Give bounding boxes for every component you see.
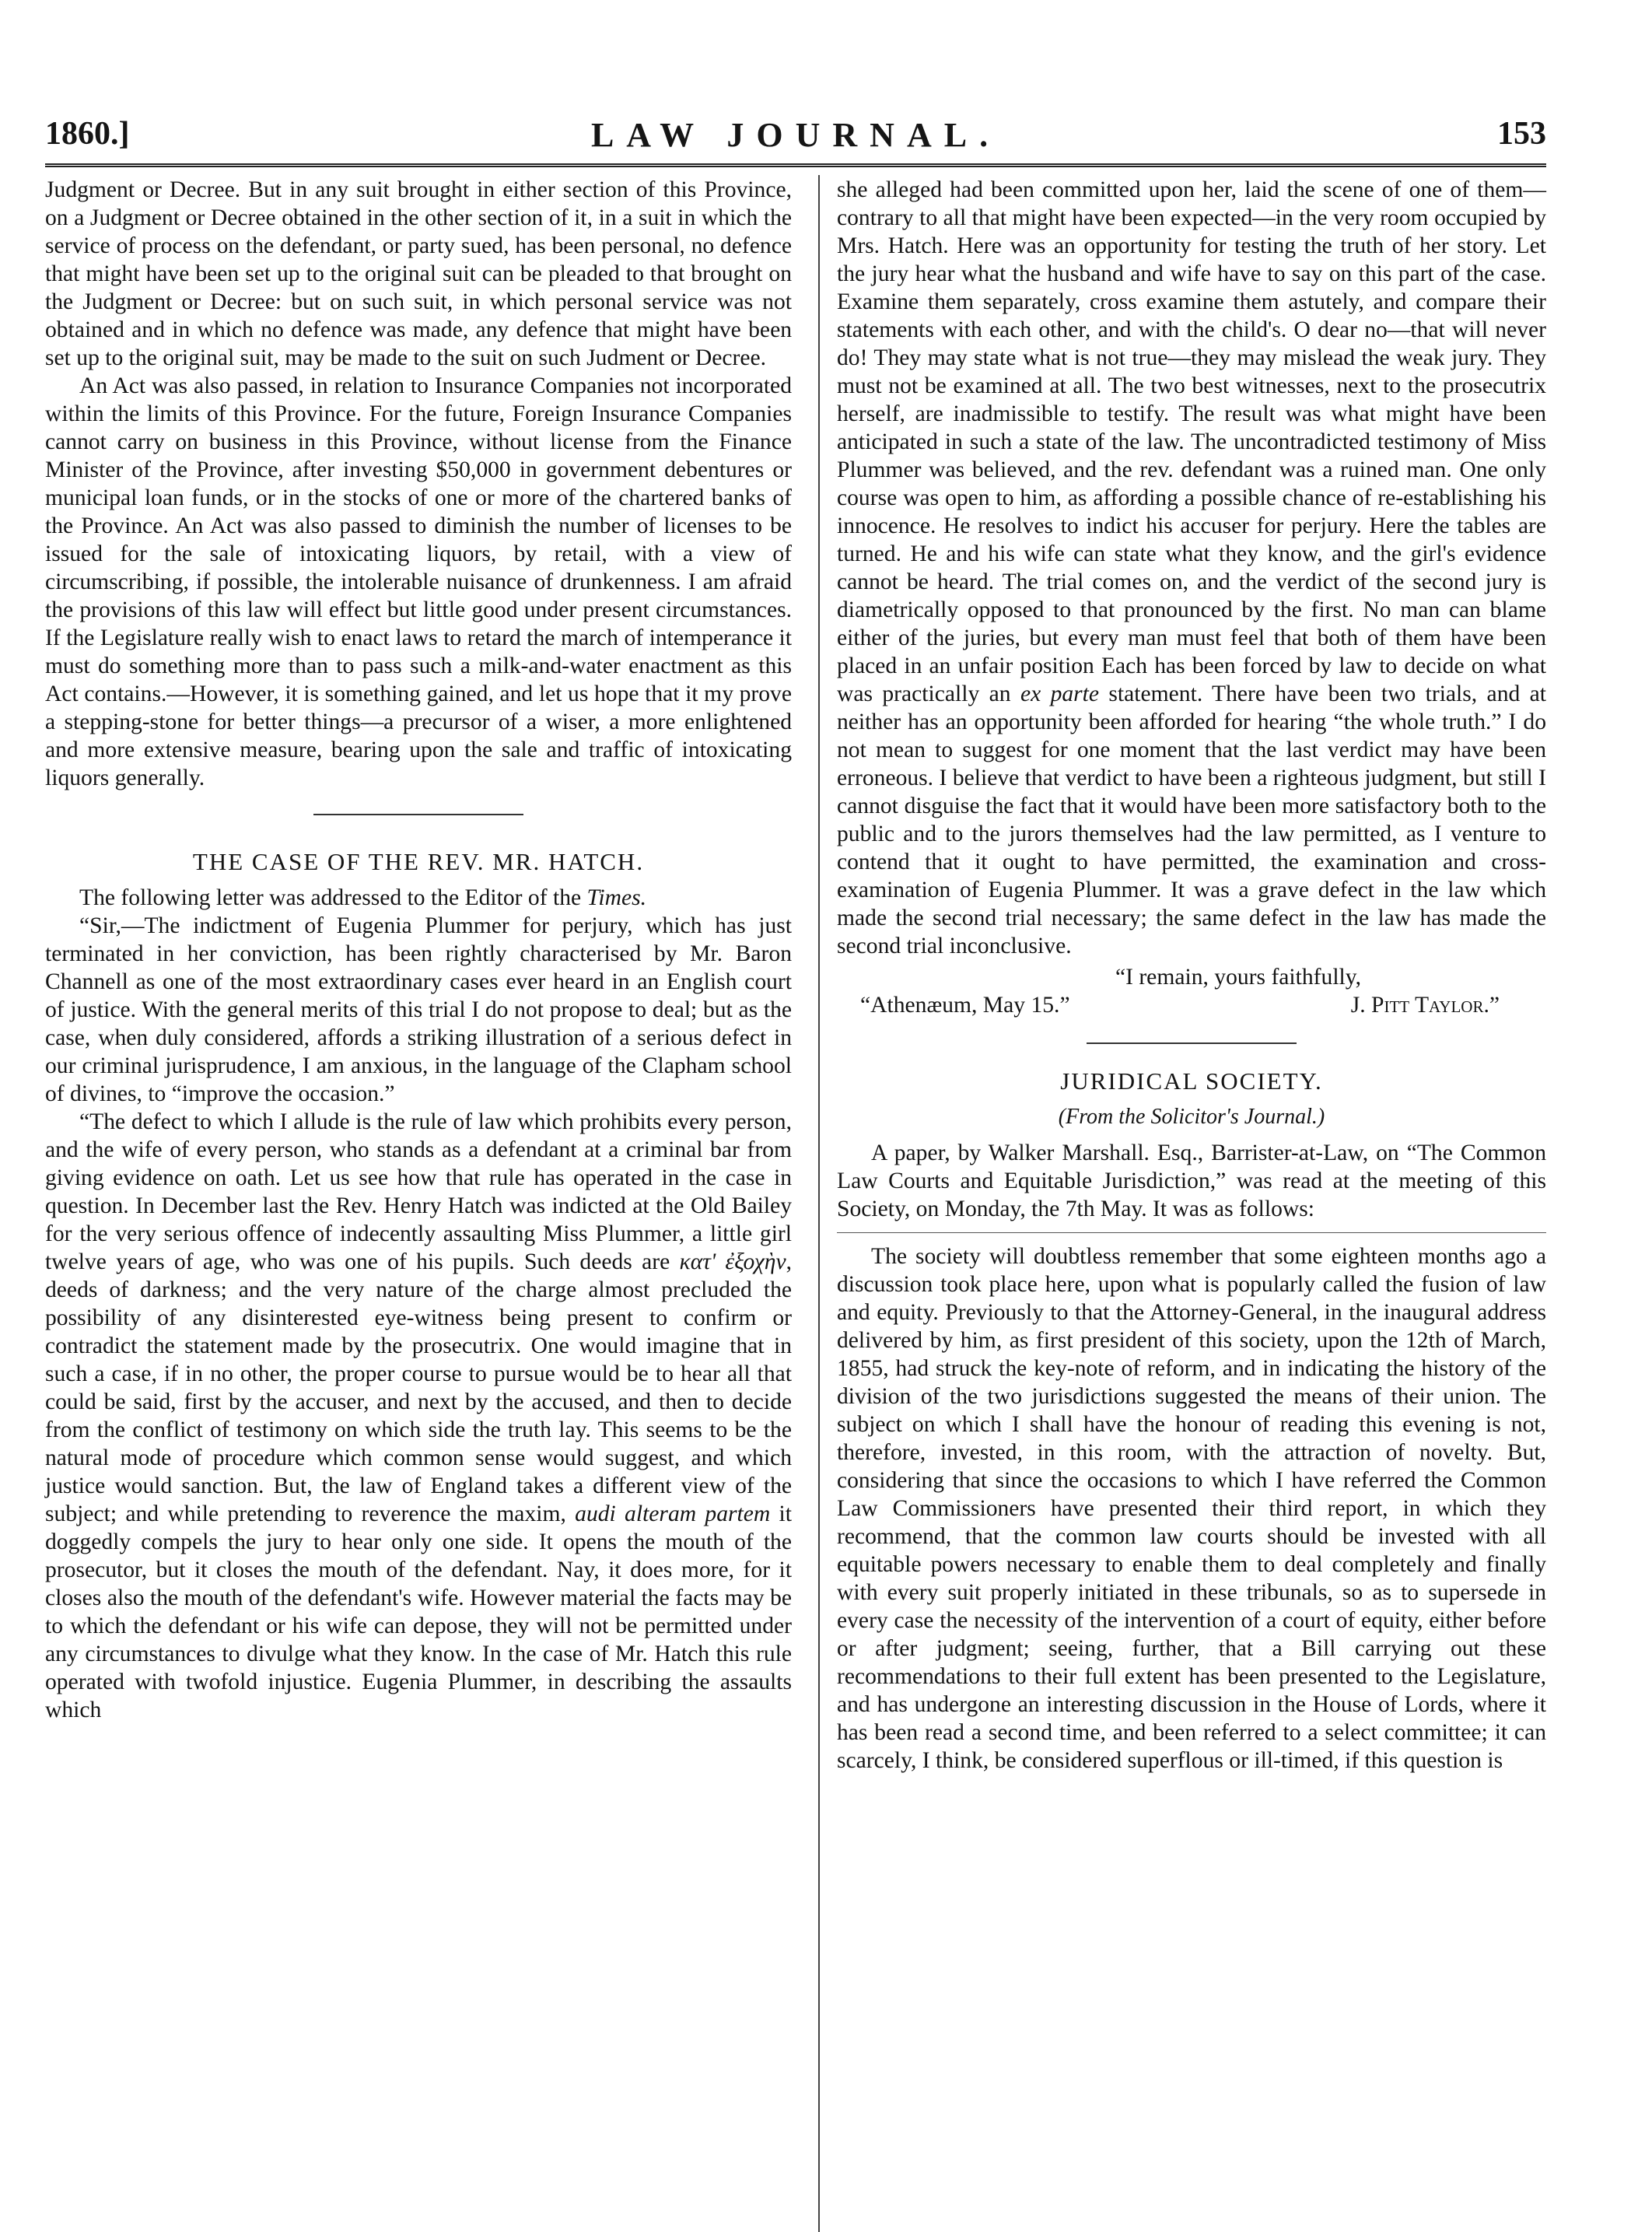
signature: J. Pitt Taylor.” [1350, 993, 1500, 1018]
left-column [45, 176, 792, 1724]
right-column [837, 176, 1546, 1775]
page-header [45, 110, 1546, 170]
place-date: “Athenæum, May 15.” [860, 993, 1070, 1018]
section-separator [313, 814, 523, 815]
section-source: (From the Solicitor's Journal.) [1058, 1105, 1325, 1129]
journal-title: LAW JOURNAL. [590, 116, 1001, 154]
section-title-hatch: THE CASE OF THE REV. MR. HATCH. [192, 848, 645, 875]
letter-text: she alleged had been committed upon her, laid the scene of one of them—contrary to all that might have been expected—in the very room occupied by Mrs. Hatch. Here was an opportunity for testing the truth of her story. Let the jury hear what the husband and wife have to say on this part of the case. Examine them separately, cross examine them astutely, and compare their statements with each other, and with the child's. O dear no—that will never do! They may state what is not true—they may mislead the weak jury. They must not be examined at all. The two best witnesses, next to the prosecutrix herself, are inadmissible to testify. The result was what might have been anticipated in such a state of the law. The uncontradicted testimony of Miss Plummer was believed, and the rev. defendant was a ruined man. One only course was open to him, as affording a possible chance of re-establishing his innocence. He resolves to indict his accuser for perjury. Here the tables are turned. He and his wife can state what they know, and the girl's evidence cannot be heard. The trial comes on, and the verdict of the second jury is diametrically opposed to that pronounced by the first. No man can blame either of the juries, but every man must feel that both of them have been placed in an unfair position Each has been forced by law to decide on what was practically an [837, 177, 1546, 706]
letter-text: “The defect to which I allude is the rule of law which prohibits every person, and the wife of every person, who stands as a defendant at a criminal bar from giving evidence on oath. Let us see how that rule has operated in the case in question. In December last the Rev. Henry Hatch was indicted at the Old Bailey for the very serious offence of indecently assaulting Miss Plummer, a little girl twelve years of age, who was one of his pupils. Such deeds are [45, 1109, 792, 1274]
article-paragraph: Judgment or Decree. But in any suit brought in either section of this Province, on a Judgment or Decree obtained in the other section of it, in a suit in which the service of process on the defendant, or party sued, has been personal, no defence that might have been set up to the original suit can be pleaded to that brought on the Judgment or Decree: but on such suit, in which personal service was not obtained and in which no defence was made, any defence that might have been set up to the original suit, may be made to the suit on such Judment or Decree. [45, 177, 792, 370]
letter-text: statement. There have been two trials, and at neither has an opportunity been afforded for hearing “the whole truth.” I do not mean to suggest for one moment that the last verdict may have been erroneous. I believe that verdict to have been a righteous judgment, but still I cannot disguise the fact that it would have been more satisfactory both to the public and to the jurors themselves had the law permitted, as I venture to contend that it ought to have permitted, the examination and cross-examination of Eugenia Plummer. It was a grave defect in the law which made the second trial necessary; the same defect in the law has made the second trial inconclusive. [837, 682, 1547, 958]
latin-maxim: audi alteram partem [575, 1501, 771, 1526]
article-paragraph: The society will doubtless remember that some eighteen months ago a discussion took place here, upon what is popularly called the fusion of law and equity. Previously to that the Attorney-General, in the inaugural address delivered by him, as first president of this society, upon the 12th of March, 1855, had struck the key-note of reform, and in indicating the history of the division of the two jurisdictions suggested the means of their union. The subject on which I shall have the honour of reading this evening is not, therefore, invested, in this room, with the attraction of novelty. But, considering that since the occasions to which I have referred the Common Law Commissioners have presented their third report, in which they recommend, that the common law courts should be invested with all equitable powers necessary to enable them to deal completely and finally with every suit properly initiated in these tribunals, so as to supersede in every case the necessity of the intervention of a court of equity, either before or after judgment; seeing, further, that a Bill carrying out these recommendations to their full extent has been presented to the Legislature, and has undergone an interesting discussion in the House of Lords, where it has been read a second time, and been referred to a select committee; it can scarcely, I think, be considered superflous or ill-timed, if this question is [837, 1244, 1546, 1773]
letter-intro [45, 884, 792, 912]
section-title-juridical: JURIDICAL SOCIETY. [1060, 1067, 1323, 1095]
article-paragraph: A paper, by Walker Marshall. Esq., Barrister-at-Law, on “The Common Law Courts and Equitable Jurisdiction,” was read at the meeting of this Society, on Monday, the 7th May. It was as follows: [837, 1141, 1546, 1221]
paragraph-rule [837, 1232, 1546, 1233]
column-divider [818, 175, 820, 2232]
letter-paragraph [45, 1108, 792, 1724]
greek-phrase: κατ' ἐξοχὴν [679, 1249, 786, 1274]
letter-paragraph: “Sir,—The indictment of Eugenia Plummer for perjury, which has just terminated in her conviction, has been rightly characterised by Mr. Baron Channell as one of the most extraordinary cases ever heard in an English court of justice. With the general merits of this trial I do not propose to deal; but as the case, when duly considered, affords a striking illustration of a serious defect in our criminal jurisprudence, I am anxious, in the language of the Clapham school of divines, to “improve the occasion.” [45, 913, 792, 1106]
article-paragraph: An Act was also passed, in relation to Insurance Companies not incorporated within the limits of this Province. For the future, Foreign Insurance Companies cannot carry on business in this Province, without license from the Finance Minister of the Province, after investing $50,000 in government debentures or municipal loan funds, or in the stocks of one or more of the chartered banks of the Province. An Act was also passed to diminish the number of licenses to be issued for the sale of intoxicating liquors, by retail, with a view of circumscribing, if possible, the intolerable nuisance of drunkenness. I am afraid the provisions of this law will effect but little good under present circumstances. If the Legislature really wish to enact laws to retard the march of intemperance it must do something more than to pass such a milk-and-water enactment as this Act contains.—However, it is something gained, and let us hope that it my prove a stepping-stone for better things—a precursor of a wiser, a more enlightened and more extensive measure, bearing upon the sale and traffic of intoxicating liquors generally. [45, 373, 792, 790]
letter-signoff [837, 991, 1546, 1019]
letter-closing: “I remain, yours faithfully, [1115, 965, 1362, 990]
latin-phrase: ex parte [1020, 682, 1100, 706]
letter-paragraph [837, 176, 1546, 960]
letter-text: , deeds of darkness; and the very nature of the charge almost precluded the possibility of any disinterested eye-witness being present to confirm or contradict the statement made by the prosecutrix. One would imagine that in such a case, if in no other, the proper course to pursue would be to hear all that could be said, first by the accuser, and next by the accused, and then to decide from the conflict of testimony on which side the truth lay. This seems to be the natural mode of procedure which common sense would suggest, and which justice would sanction. But, the law of England takes a different view of the subject; and while pretending to reverence the maxim, [45, 1249, 792, 1526]
letter-text: it doggedly compels the jury to hear only one side. It opens the mouth of the prosecutor, but it closes the mouth of the defendant. Nay, it does more, for it closes also the mouth of the defendant's wife. However material the facts may be to which the defendant or his wife can depose, they will not be permitted under any circumstances to divulge what they know. In the case of Mr. Hatch this rule operated with twofold injustice. Eugenia Plummer, in describing the assaults which [45, 1501, 793, 1722]
letter-intro-text: The following letter was addressed to the Editor of the [79, 885, 582, 910]
page-number: 153 [1497, 116, 1546, 152]
header-rule [45, 163, 1546, 167]
section-separator [1087, 1042, 1297, 1044]
header-year: 1860.] [45, 116, 130, 152]
newspaper-name: Times. [586, 885, 647, 910]
